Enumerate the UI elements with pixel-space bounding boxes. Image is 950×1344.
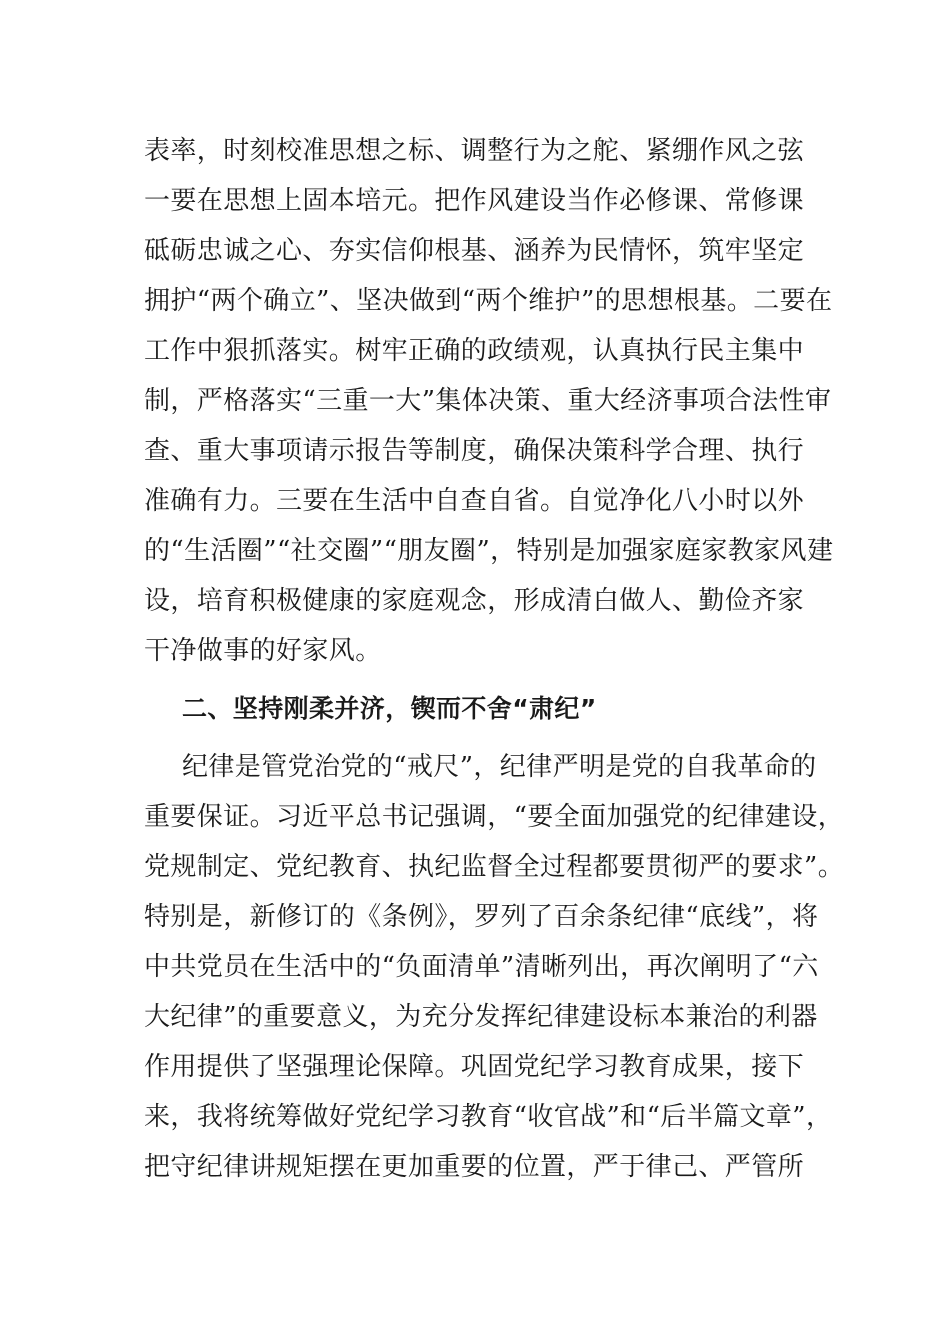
section-heading: 二、坚持刚柔并济，锲而不舍“肃纪” bbox=[182, 694, 597, 723]
text-line: 的“生活圈”“社交圈”“朋友圈”，特别是加强家庭家教家风建 bbox=[144, 536, 834, 566]
paragraph-2 bbox=[144, 742, 845, 1192]
text-line: 制，严格落实“三重一大”集体决策、重大经济事项合法性审 bbox=[144, 386, 832, 416]
text-line: 党规制定、党纪教育、执纪监督全过程都要贯彻严的要求”。 bbox=[144, 852, 845, 882]
text-line: 来，我将统筹做好党纪学习教育“收官战”和“后半篇文章”， bbox=[144, 1102, 833, 1132]
text-line: 作用提供了坚强理论保障。巩固党纪学习教育成果，接下 bbox=[144, 1052, 805, 1082]
text-line: 拥护“两个确立”、坚决做到“两个维护”的思想根基。二要在 bbox=[144, 286, 833, 316]
paragraph-1 bbox=[144, 126, 834, 676]
text-line: 特别是，新修订的《条例》，罗列了百余条纪律“底线”，将 bbox=[144, 902, 819, 932]
text-line: 干净做事的好家风。 bbox=[144, 636, 382, 666]
text-line: 纪律是管党治党的“戒尺”，纪律严明是党的自我革命的 bbox=[182, 752, 817, 782]
document-body bbox=[144, 126, 845, 1192]
text-line: 重要保证。习近平总书记强调，“要全面加强党的纪律建设， bbox=[144, 802, 845, 832]
text-line: 大纪律”的重要意义，为充分发挥纪律建设标本兼治的利器 bbox=[144, 1002, 818, 1032]
text-line: 一要在思想上固本培元。把作风建设当作必修课、常修课 bbox=[144, 186, 805, 216]
text-line: 把守纪律讲规矩摆在更加重要的位置，严于律己、严管所 bbox=[144, 1152, 805, 1182]
text-line: 准确有力。三要在生活中自查自省。自觉净化八小时以外 bbox=[144, 486, 805, 516]
text-line: 砥砺忠诚之心、夯实信仰根基、涵养为民情怀，筑牢坚定 bbox=[144, 236, 805, 266]
text-line: 表率，时刻校准思想之标、调整行为之舵、紧绷作风之弦 bbox=[144, 136, 805, 166]
text-line: 查、重大事项请示报告等制度，确保决策科学合理、执行 bbox=[144, 436, 805, 466]
text-line: 中共党员在生活中的“负面清单”清晰列出，再次阐明了“六 bbox=[144, 952, 819, 982]
text-line: 设，培育积极健康的家庭观念，形成清白做人、勤俭齐家 bbox=[144, 586, 805, 616]
text-line: 工作中狠抓落实。树牢正确的政绩观，认真执行民主集中 bbox=[144, 336, 805, 366]
